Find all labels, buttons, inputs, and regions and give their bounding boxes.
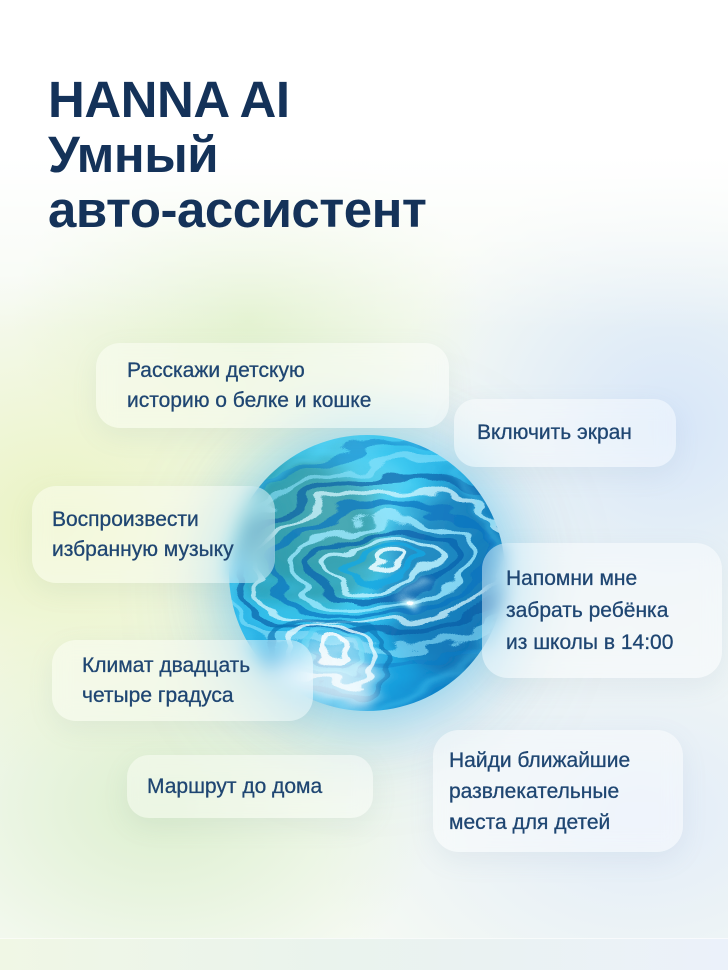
- bubble-text-line: Маршрут до дома: [147, 774, 323, 798]
- brand-title: HANNA AI: [48, 71, 290, 128]
- command-bubble-route: [127, 755, 373, 818]
- command-bubble-climate: [52, 640, 313, 721]
- bubble-text-line: Найди ближайшие: [449, 748, 631, 772]
- command-bubble-screen: [454, 399, 676, 467]
- bubble-text-line: из школы в 14:00: [506, 630, 674, 654]
- bubble-text-line: забрать ребёнка: [506, 598, 669, 622]
- bubble-text-line: Климат двадцать: [82, 653, 251, 677]
- bubble-text-line: развлекательные: [449, 779, 620, 803]
- command-bubble-music: [32, 486, 275, 583]
- bubble-text-line: Включить экран: [477, 421, 632, 444]
- bubble-text-line: Напомни мне: [506, 566, 638, 590]
- bubble-text-line: избранную музыку: [52, 537, 234, 561]
- subtitle-line-2: авто-ассистент: [48, 181, 427, 238]
- page-title: [48, 72, 426, 237]
- subtitle-line-1: Умный: [48, 126, 219, 183]
- bubble-text-line: места для детей: [449, 810, 611, 834]
- bubble-text-line: Расскажи детскую: [127, 358, 305, 382]
- command-bubble-story: [96, 343, 449, 428]
- command-bubble-places: [433, 730, 683, 852]
- bubble-text-line: Воспроизвести: [52, 507, 199, 531]
- command-bubble-reminder: [482, 543, 722, 678]
- bubble-text-line: историю о белке и кошке: [127, 388, 372, 412]
- bubble-text-line: четыре градуса: [82, 683, 234, 707]
- bottom-gradient-band: [0, 938, 728, 970]
